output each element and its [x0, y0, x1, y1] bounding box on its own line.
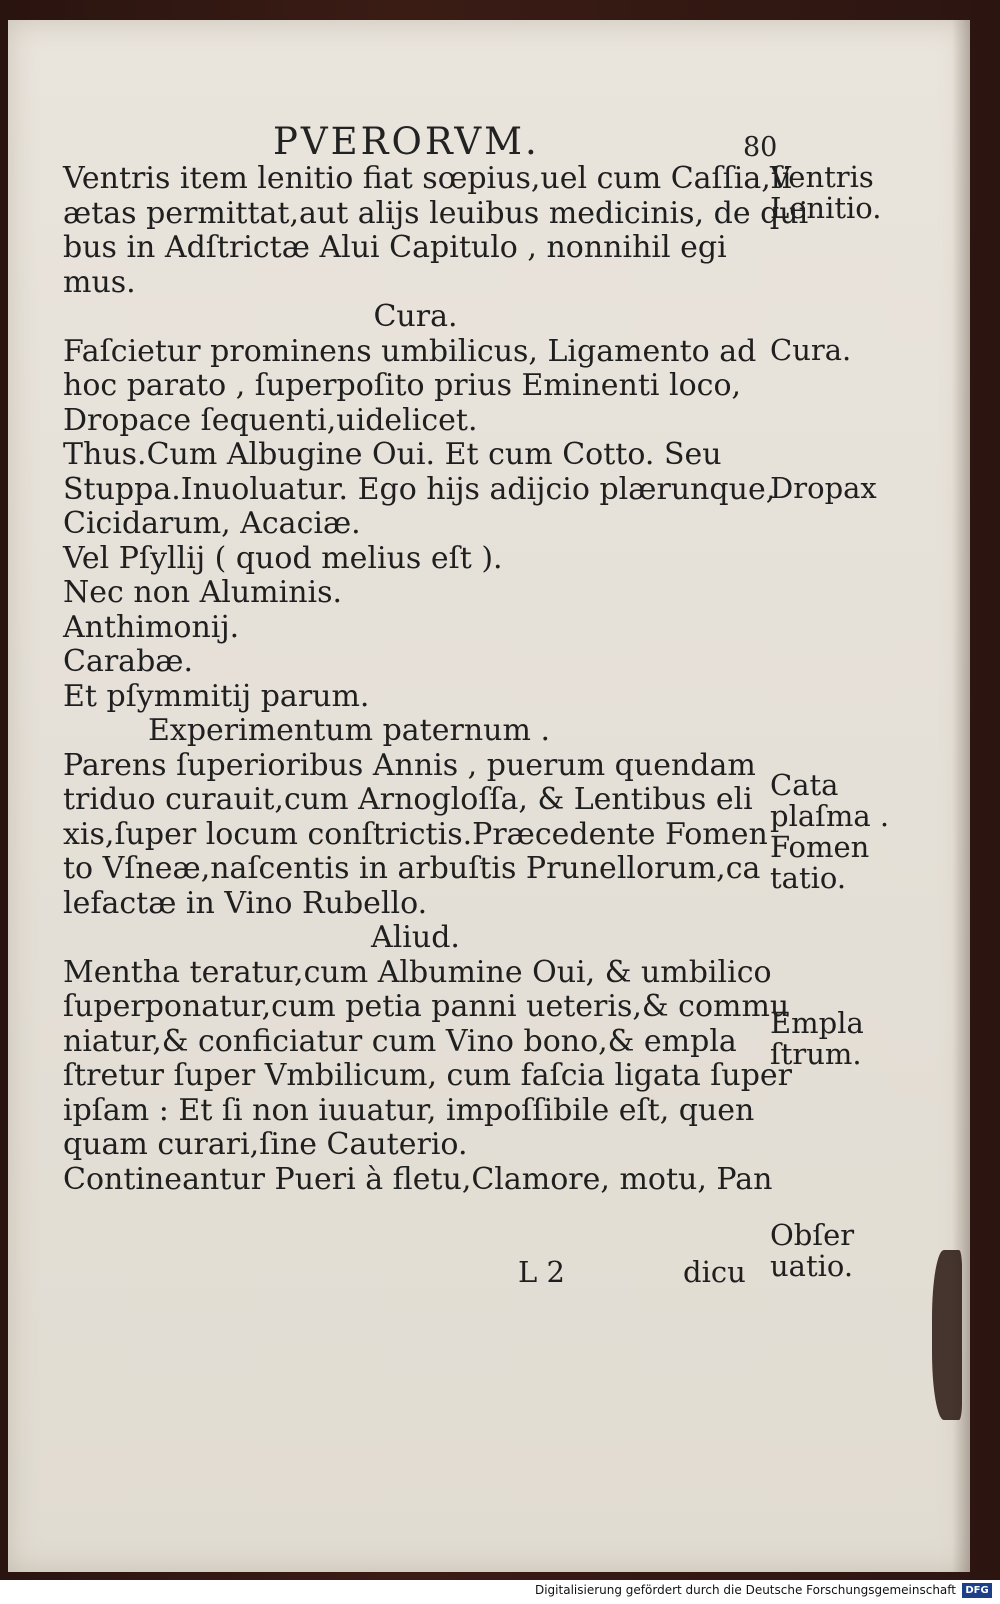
text-line: lefactæ in Vino Rubello.: [63, 885, 428, 921]
dfg-logo-icon: DFG: [962, 1583, 992, 1598]
margin-note-line: Lenitio.: [770, 191, 882, 225]
book-page: [8, 20, 970, 1572]
signature-mark: L 2: [518, 1255, 565, 1289]
text-line: Vel Pſyllij ( quod melius eſt ).: [63, 540, 503, 576]
margin-note-line: Fomen: [770, 830, 870, 864]
text-line: Cura.: [373, 299, 458, 334]
text-line: Dropace ſequenti,uidelicet.: [63, 402, 478, 438]
catchword: dicu: [683, 1255, 746, 1289]
text-line: Carabæ.: [63, 644, 194, 679]
margin-notes: [770, 20, 970, 1420]
margin-note-line: Dropax: [770, 471, 877, 505]
text-line: ætas permittat,aut alijs leuibus medicinis, de qui: [63, 195, 809, 231]
text-line: bus in Adſtrictæ Alui Capitulo , nonnihil egi: [63, 230, 727, 265]
margin-note-line: Empla: [770, 1006, 864, 1040]
running-title: PVERORVM.: [273, 120, 540, 163]
margin-note-line: plaſma .: [770, 799, 890, 833]
margin-note-line: Ventris: [770, 160, 874, 194]
text-line: xis,ſuper locum conſtrictis.Præcedente Fomen: [63, 816, 768, 852]
margin-note-cataplasma: [770, 770, 889, 894]
margin-note-cura: [770, 335, 851, 366]
digitization-footer: [0, 1580, 1000, 1604]
margin-note-line: uatio.: [770, 1249, 854, 1283]
text-line: quam curari,ſine Cauterio.: [63, 1127, 468, 1162]
text-line: Parens ſuperioribus Annis , puerum quendam: [63, 747, 756, 783]
margin-note-line: Obſer: [770, 1218, 855, 1252]
text-line: Stuppa.Inuoluatur. Ego hijs adijcio plærunque,: [63, 471, 776, 507]
text-line: mus.: [63, 264, 136, 300]
margin-note-ventris: [770, 162, 881, 224]
margin-note-observatio: [770, 1220, 854, 1282]
text-line: Anthimonij.: [63, 609, 240, 645]
text-line: Contineantur Pueri à fletu,Clamore, motu, Pan: [63, 1161, 773, 1197]
margin-note-line: Cata: [770, 768, 839, 802]
text-line: Experimentum paternum .: [148, 713, 550, 748]
text-line: Nec non Aluminis.: [63, 575, 343, 610]
text-line: Aliud.: [371, 920, 460, 955]
margin-note-dropax: [770, 473, 877, 504]
margin-note-line: ſtrum.: [770, 1037, 862, 1071]
text-line: Faſcietur prominens umbilicus, Ligamento ad: [63, 333, 757, 369]
margin-note-emplastrum: [770, 1008, 864, 1070]
text-line: hoc parato , ſuperpoſito prius Eminenti loco,: [63, 368, 742, 403]
margin-note-line: tatio.: [770, 861, 847, 895]
margin-note-line: Cura.: [770, 333, 852, 367]
text-line: to Vſneæ,naſcentis in arbuſtis Prunellorum,ca: [63, 851, 761, 886]
text-line: ipſam : Et ſi non iuuatur, impoſſibile eſt, quen: [63, 1092, 755, 1128]
text-line: Cicidarum, Acaciæ.: [63, 506, 361, 541]
text-line: Mentha teratur,cum Albumine Oui, & umbilico: [63, 954, 772, 990]
footer-credit: Digitalisierung gefördert durch die Deutsche Forschungsgemeinschaft: [534, 1583, 956, 1597]
text-line: Et pſymmitij parum.: [63, 678, 370, 714]
text-line: triduo curauit,cum Arnogloſſa, & Lentibus eli: [63, 782, 753, 817]
text-line: ſuperponatur,cum petia panni ueteris,& commu: [63, 989, 790, 1024]
text-line: ſtretur ſuper Vmbilicum, cum faſcia ligata ſuper: [63, 1058, 793, 1093]
text-line: Ventris item lenitio fiat sœpius,uel cum Caſſia,ſi: [63, 161, 792, 196]
text-line: niatur,& conficiatur cum Vino bono,& empla: [63, 1023, 737, 1059]
folio-number: 80: [743, 132, 778, 163]
text-line: Thus.Cum Albugine Oui. Et cum Cotto. Seu: [63, 437, 722, 472]
